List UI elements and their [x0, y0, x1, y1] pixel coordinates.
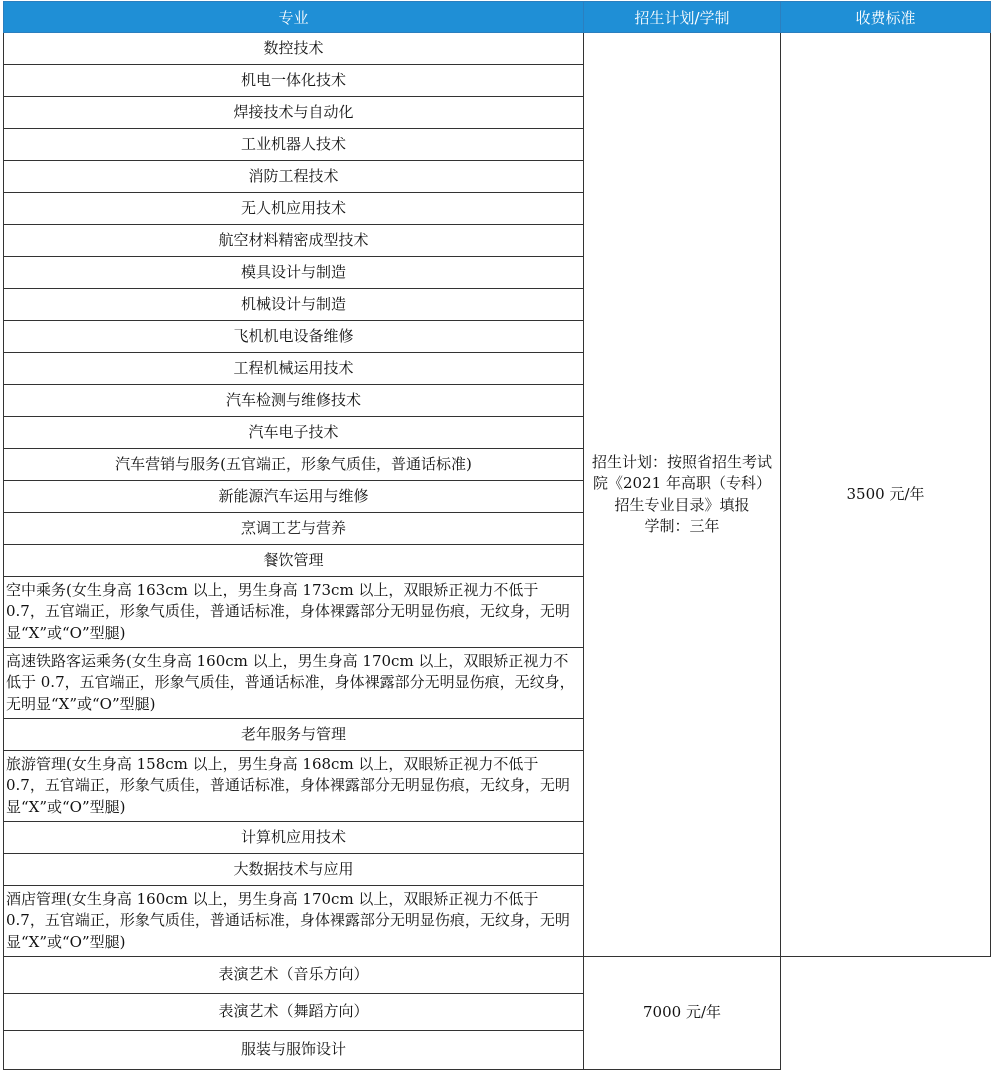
- fee-standard-cell: 3500 元/年: [781, 33, 991, 957]
- major-cell: 机械设计与制造: [4, 289, 584, 321]
- table-row: [4, 33, 991, 65]
- header-plan: 招生计划/学制: [584, 2, 781, 33]
- header-fee: 收费标准: [781, 2, 991, 33]
- major-cell: 旅游管理(女生身高 158cm 以上，男生身高 168cm 以上，双眼矫正视力不低于 0.7，五官端正，形象气质佳，普通话标准，身体裸露部分无明显伤痕，无纹身，无明显“X”或“O”型腿): [4, 751, 584, 822]
- plan-text: 招生计划：按照省招生考试院《2021 年高职（专科）招生专业目录》填报: [591, 452, 772, 514]
- major-cell: 消防工程技术: [4, 161, 584, 193]
- major-cell: 机电一体化技术: [4, 65, 584, 97]
- major-cell: 模具设计与制造: [4, 257, 584, 289]
- major-cell: 高速铁路客运乘务(女生身高 160cm 以上，男生身高 170cm 以上，双眼矫正视力不低于 0.7，五官端正，形象气质佳，普通话标准，身体裸露部分无明显伤痕，无纹身，无明显“X”或“O”型腿): [4, 648, 584, 719]
- major-cell: 数控技术: [4, 33, 584, 65]
- table-row: [4, 957, 991, 994]
- major-cell: 餐饮管理: [4, 545, 584, 577]
- major-cell: 老年服务与管理: [4, 719, 584, 751]
- fee-table: [3, 1, 991, 1070]
- major-cell: 汽车电子技术: [4, 417, 584, 449]
- major-cell: 工程机械运用技术: [4, 353, 584, 385]
- table-row: [4, 994, 991, 1031]
- major-cell: 烹调工艺与营养: [4, 513, 584, 545]
- major-cell: 酒店管理(女生身高 160cm 以上，男生身高 170cm 以上，双眼矫正视力不低于 0.7，五官端正，形象气质佳，普通话标准，身体裸露部分无明显伤痕，无纹身，无明显“X”或“O”型腿): [4, 886, 584, 957]
- fee-arts-cell: 7000 元/年: [584, 957, 781, 1070]
- major-cell: 新能源汽车运用与维修: [4, 481, 584, 513]
- major-cell: 空中乘务(女生身高 163cm 以上，男生身高 173cm 以上，双眼矫正视力不低于 0.7，五官端正，形象气质佳，普通话标准，身体裸露部分无明显伤痕，无纹身，无明显“X”或“O”型腿): [4, 577, 584, 648]
- major-cell: 焊接技术与自动化: [4, 97, 584, 129]
- major-cell: 大数据技术与应用: [4, 854, 584, 886]
- major-cell: 服装与服饰设计: [4, 1031, 584, 1070]
- table-header-row: [4, 2, 991, 33]
- major-cell: 汽车检测与维修技术: [4, 385, 584, 417]
- major-cell: 航空材料精密成型技术: [4, 225, 584, 257]
- header-major: 专业: [4, 2, 584, 33]
- major-cell: 计算机应用技术: [4, 822, 584, 854]
- major-cell: 无人机应用技术: [4, 193, 584, 225]
- major-cell: 工业机器人技术: [4, 129, 584, 161]
- plan-duration: 学制：三年: [644, 517, 720, 535]
- table-row: [4, 1031, 991, 1070]
- major-cell: 飞机机电设备维修: [4, 321, 584, 353]
- major-cell: 表演艺术（音乐方向）: [4, 957, 584, 994]
- major-cell: 汽车营销与服务(五官端正，形象气质佳，普通话标准): [4, 449, 584, 481]
- plan-cell: [584, 33, 781, 957]
- major-cell: 表演艺术（舞蹈方向）: [4, 994, 584, 1031]
